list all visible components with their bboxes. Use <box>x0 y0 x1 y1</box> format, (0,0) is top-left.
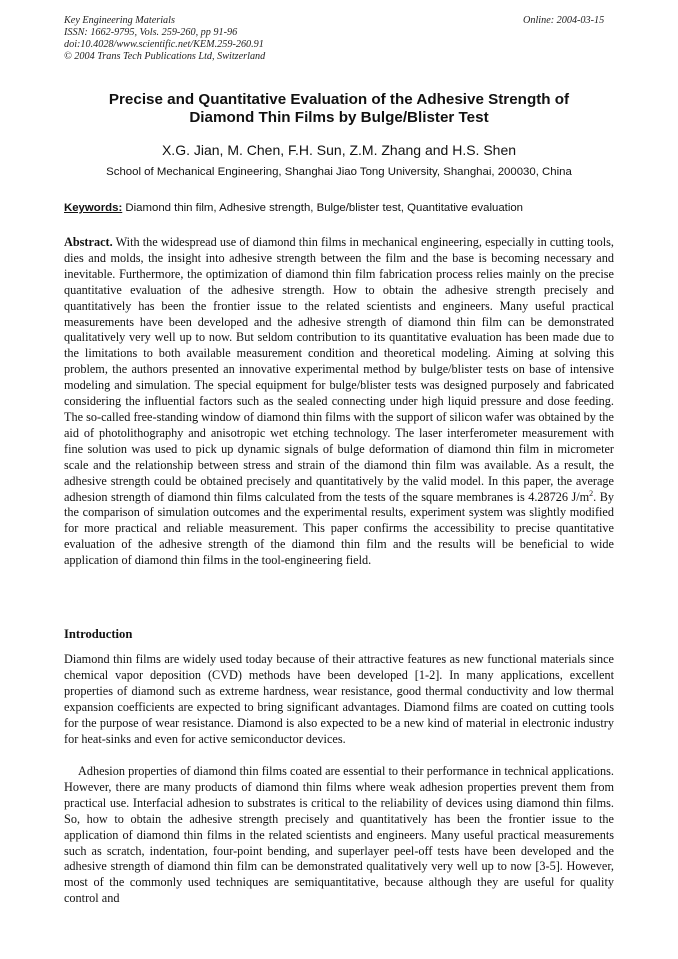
journal-name: Key Engineering Materials <box>64 15 175 26</box>
abstract-text-2: . By the comparison of simulation outcomes and the experimental results, experiment system was slightly modified for more practical and reliable measurement. This paper confirms the accessibility to precise quantitative evaluation of the adhesive strength of the diamond thin film and the results will be beneficial to wide application of diamond thin films in the tool-engineering field. <box>64 489 614 568</box>
introduction-paragraph-2: Adhesion properties of diamond thin films coated are essential to their performance in technical applications. However, there are many products of diamond thin films where weak adhesion properties prevent them from practical use. Interfacial adhesion to substrates is critical to the reliability of devices using diamond thin films. So, how to obtain the adhesive strength precisely and quantitatively has been the frontier issue to the application of diamond thin films in the related scientists and engineers. Many useful practical measurements such as scratch, indentation, four-point bending, and superlayer peel-off tests have been developed and the adhesive strength of diamond thin film can be demonstrated qualitatively very well up to now [3-5]. However, most of the commonly used techniques are semiquantitative, because although they are useful for quality control and <box>64 764 614 906</box>
keywords <box>64 201 614 215</box>
keywords-label: Keywords: <box>64 202 123 214</box>
introduction-paragraph-1: Diamond thin films are widely used today because of their attractive features as new functional materials since chemical vapor deposition (CVD) methods have been developed [1-2]. In many applications, excellent properties of diamond such as extreme hardness, wear resistance, good thermal conductivity and low thermal expansion coefficients are expected to bring significant advantages. Diamond films are coated on cutting tools for the purpose of wear resistance. Diamond is also expected to be a new kind of material in electronic industry for heat-sinks and even for active semiconductor devices. <box>64 652 614 746</box>
journal-header <box>64 15 265 63</box>
keywords-text: Diamond thin film, Adhesive strength, Bulge/blister test, Quantitative evaluation <box>122 202 524 214</box>
abstract-superscript: 2 <box>589 488 594 498</box>
copyright-line: © 2004 Trans Tech Publications Ltd, Switzerland <box>64 51 266 62</box>
issn-line: ISSN: 1662-9795, Vols. 259-260, pp 91-96 <box>64 27 238 38</box>
doi-line: doi:10.4028/www.scientific.net/KEM.259-260.91 <box>64 39 264 50</box>
paper-title <box>64 91 614 127</box>
introduction-heading: Introduction <box>64 627 133 641</box>
title-line-1: Precise and Quantitative Evaluation of the Adhesive Strength of <box>108 91 570 108</box>
abstract <box>64 235 614 569</box>
online-date: Online: 2004-03-15 <box>523 15 605 26</box>
authors: X.G. Jian, M. Chen, F.H. Sun, Z.M. Zhang and H.S. Shen <box>161 142 517 158</box>
abstract-lead: Abstract. <box>64 235 113 249</box>
affiliation: School of Mechanical Engineering, Shanghai Jiao Tong University, Shanghai, 200030, China <box>106 166 572 178</box>
title-line-2: Diamond Thin Films by Bulge/Blister Test <box>189 109 489 126</box>
abstract-text-1: With the widespread use of diamond thin films in mechanical engineering, especially in cutting tools, dies and molds, the insight into adhesive strength between the film and the base is becoming necessary and inevitable. Furthermore, the optimization of diamond thin film fabrication process relies mainly on the precise quantitative evaluation of the adhesive strength. How to obtain the adhesive strength precisely and quantitatively has been the frontier issue to the related scientists and engineers. Many useful practical measurements have been developed and the adhesive strength of diamond thin film can be demonstrated qualitatively very well up to now. But seldom contribution to its quantitative evaluation has been made due to the limitations to both available measurement condition and theoretical modeling. Aiming at solving this problem, the authors presented an innovative experimental method by bulge/blister tests on base of intensive modeling and simulation. The special equipment for bulge/blister tests was designed purposely and fabricated considering the influential factors such as the sealed connecting under high liquid pressure and dose feeding. The so-called free-standing window of diamond thin films with the support of silicon wafer was obtained by the aid of photolithography and anisotropic wet etching technology. The laser interferometer measurement with fine solution was used to pick up dynamic signals of bulge deformation of diamond thin film in micrometer scale and the relationship between stress and strain of the diamond thin film was available. As a result, the adhesive strength could be obtained precisely and quantitatively by the valid model. In this paper, the average adhesion strength of diamond thin films calculated from the tests of the square membranes is 4.28726 J/m <box>64 235 614 504</box>
